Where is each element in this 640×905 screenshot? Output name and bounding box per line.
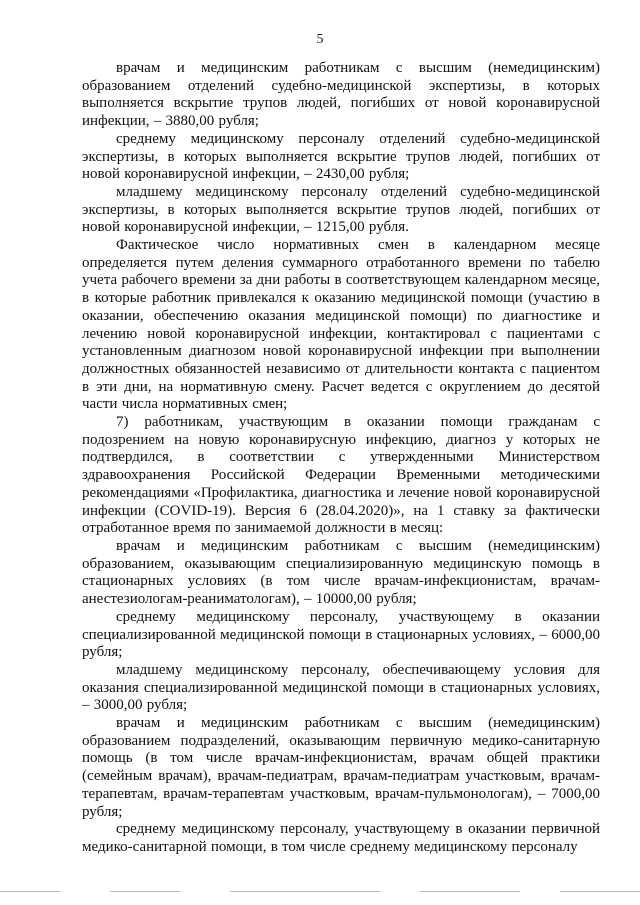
- paragraph-item-7: 7) работникам, участвующим в оказании помощи гражданам с подозрением на новую коронавирусную инфекцию, диагноз у которых не подтвердился, в соответствии с утвержденными Министерством здравоохранения Российской Федерации Временными методическими рекомендациями «Профилактика, диагностика и лечение новой коронавирусной инфекции (COVID-19). Версия 6 (28.04.2020)», на 1 ставку за фактически отработанное время по занимаемой должности в месяц:: [82, 414, 600, 537]
- paragraph-mid-staff-inpatient: среднему медицинскому персоналу, участвующему в оказании специализированной медицинской помощи в стационарных условиях, – 6000,00 рубля;: [82, 608, 600, 661]
- document-body: [82, 60, 600, 857]
- paragraph-junior-staff-inpatient: младшему медицинскому персоналу, обеспечивающему условия для оказания специализированной медицинской помощи в стационарных условиях, – 3000,00 рубля;: [82, 661, 600, 714]
- scan-artifact-line: [0, 891, 640, 893]
- paragraph-normative-shifts: Фактическое число нормативных смен в календарном месяце определяется путем деления суммарного отработанного времени по табелю учета рабочего времени за дни работы в соответствующем календарном месяце, в которые работник привлекался к оказанию медицинской помощи (участию в оказании, обеспечению оказания медицинской помощи) по диагностике и лечению новой коронавирусной инфекции, контактировал с пациентами с установленным диагнозом новой коронавирусной инфекции при выполнении должностных обязанностей независимо от длительности контакта с пациентом в эти дни, на нормативную смену. Расчет ведется с округлением до десятой части числа нормативных смен;: [82, 237, 600, 413]
- paragraph-mid-staff-primary-care: среднему медицинскому персоналу, участвующему в оказании первичной медико-санитарной помощи, в том числе среднему медицинскому персоналу: [82, 821, 600, 855]
- paragraph-doctors-forensic: врачам и медицинским работникам с высшим (немедицинским) образованием отделений судебно-медицинской экспертизы, в которых выполняется вскрытие трупов людей, погибших от новой коронавирусной инфекции, – 3880,00 рубля;: [82, 60, 600, 130]
- paragraph-junior-staff-forensic: младшему медицинскому персоналу отделений судебно-медицинской экспертизы, в которых выполняется вскрытие трупов людей, погибших от новой коронавирусной инфекции, – 1215,00 рубля.: [82, 183, 600, 236]
- paragraph-mid-staff-forensic: среднему медицинскому персоналу отделений судебно-медицинской экспертизы, в которых выполняется вскрытие трупов людей, погибших от новой коронавирусной инфекции, – 2430,00 рубля;: [82, 130, 600, 183]
- paragraph-doctors-primary-care: врачам и медицинским работникам с высшим (немедицинским) образованием подразделений, оказывающим первичную медико-санитарную помощь (в том числе врачам-инфекционистам, врачам общей практики (семейным врачам), врачам-педиатрам, врачам-педиатрам участковым, врачам-терапевтам, врачам-терапевтам участковым, врачам-пульмонологам), – 7000,00 рубля;: [82, 715, 600, 820]
- paragraph-doctors-inpatient: врачам и медицинским работникам с высшим (немедицинским) образованием, оказывающим специализированную медицинскую помощь в стационарных условиях (в том числе врачам-инфекционистам, врачам-анестезиологам-реаниматологам), – 10000,00 рубля;: [82, 537, 600, 608]
- page-number: 5: [316, 32, 324, 47]
